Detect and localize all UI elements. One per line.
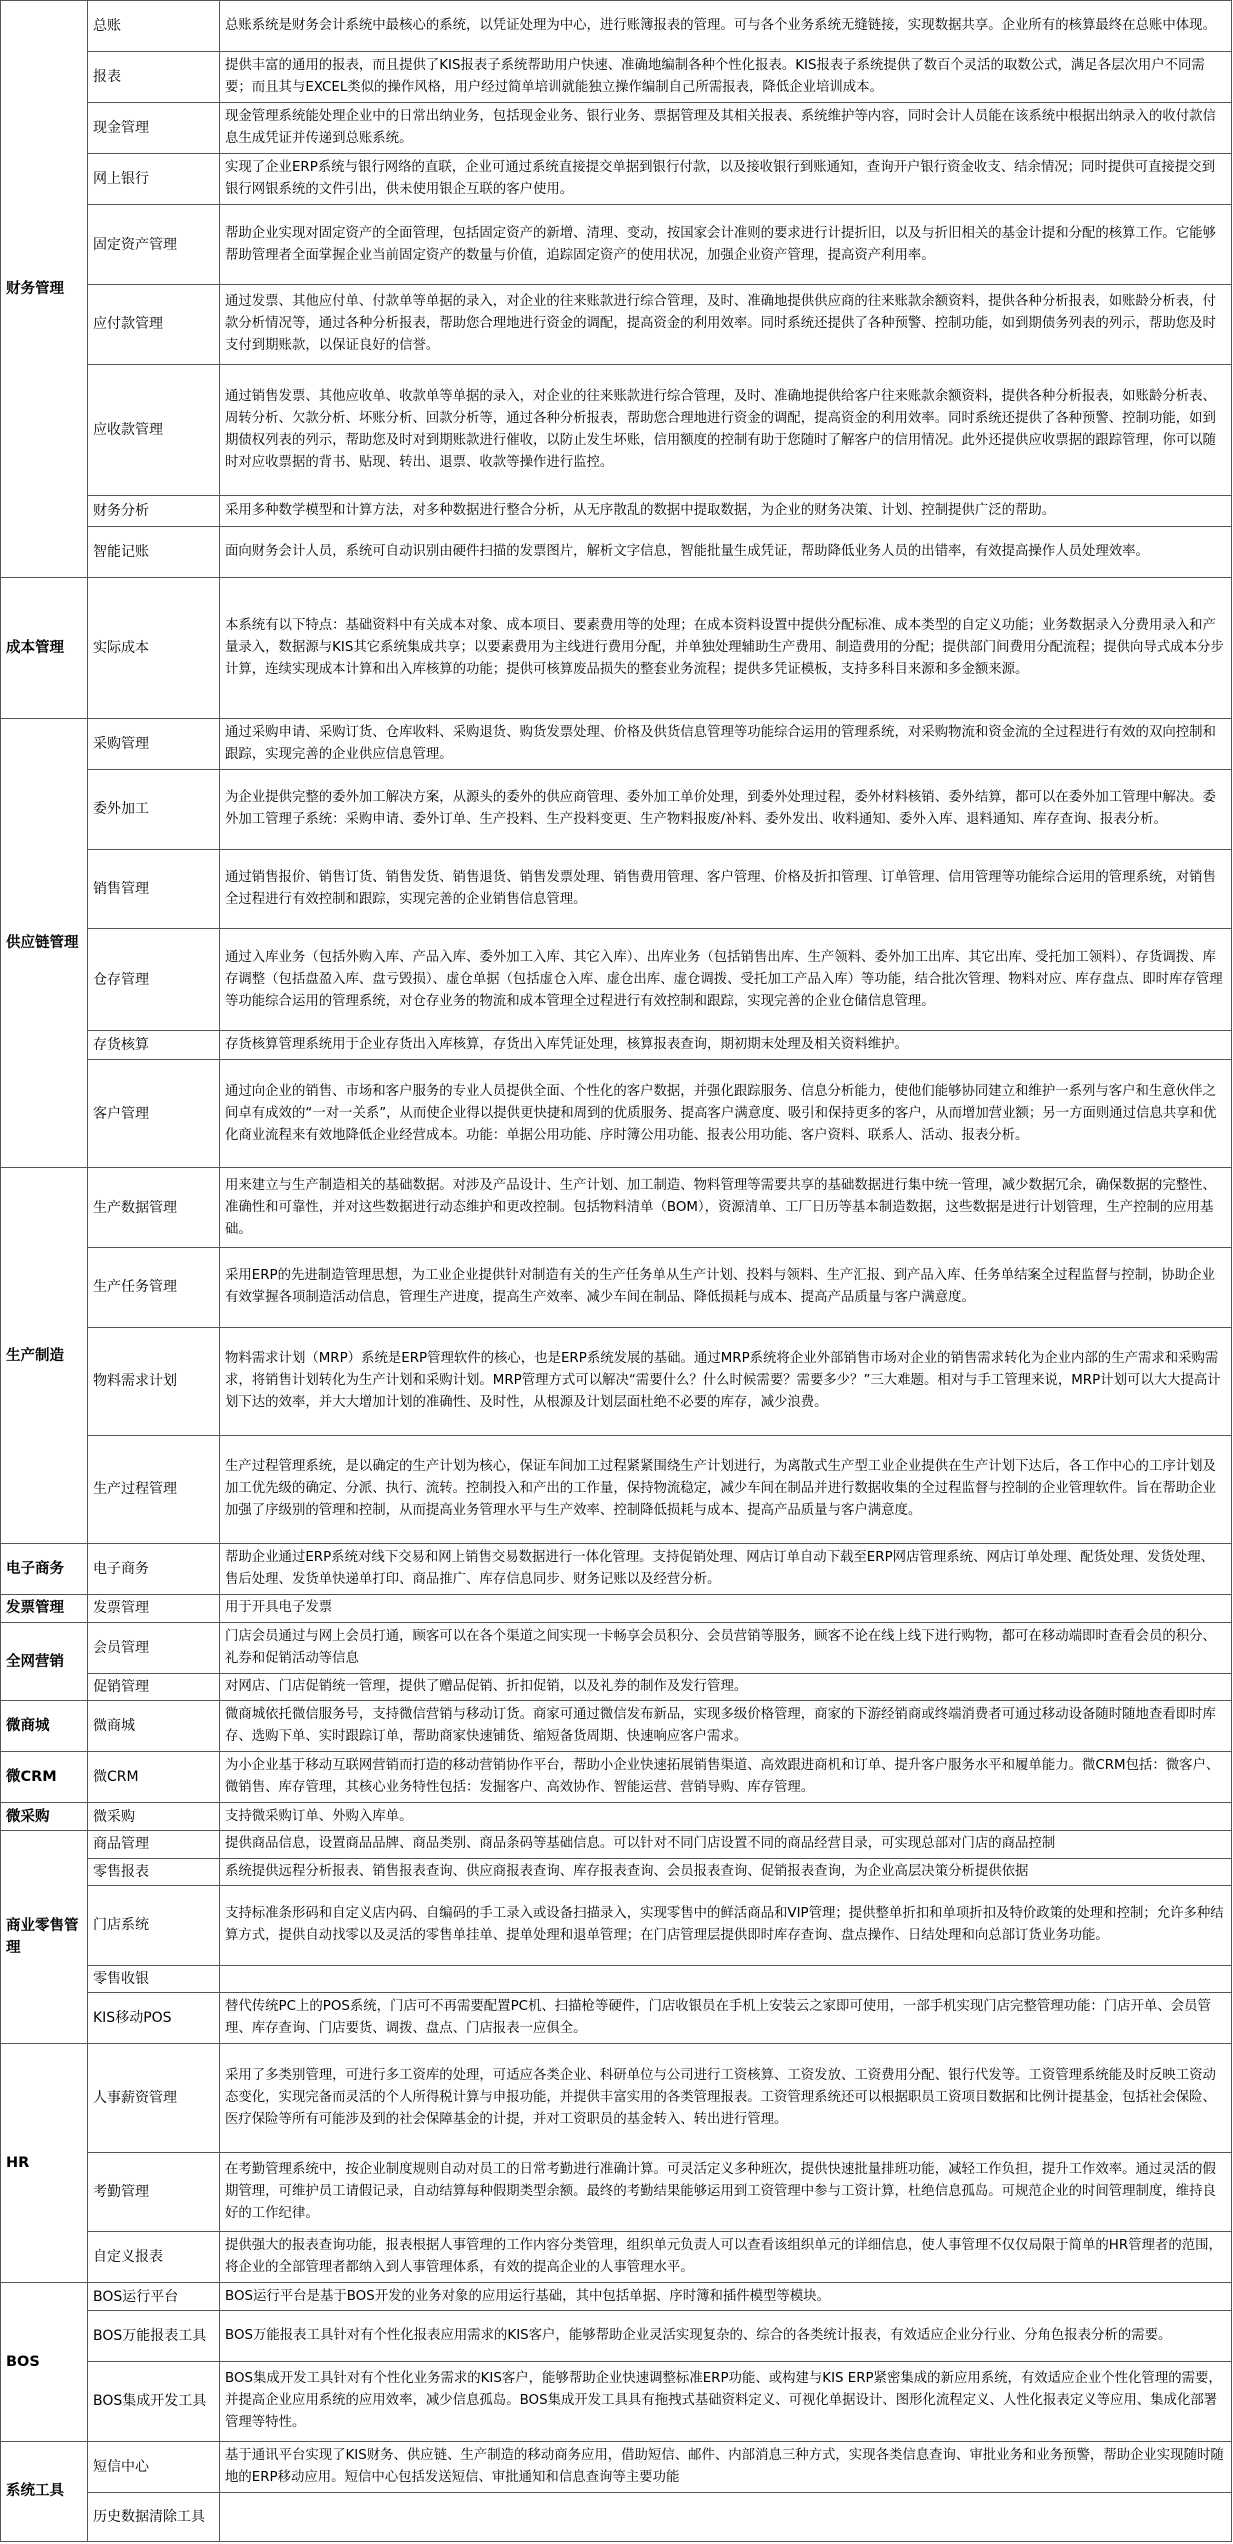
module-cell: 物料需求计划 (88, 1327, 220, 1435)
table-row (1, 496, 1232, 527)
table-row (1, 52, 1232, 103)
table-row (1, 1, 1232, 52)
table-row (1, 1993, 1232, 2044)
module-cell: 生产数据管理 (88, 1168, 220, 1248)
module-cell: 会员管理 (88, 1622, 220, 1673)
module-cell: 微商城 (88, 1701, 220, 1752)
module-cell: 微采购 (88, 1803, 220, 1831)
description-cell: 为小企业基于移动互联网营销而打造的移动营销协作平台，帮助小企业快速拓展销售渠道、高效跟进商机和订单、提升客户服务水平和履单能力。微CRM包括：微客户、微销售、库存管理，其核心业务特性包括：发掘客户、高效协作、智能运营、营销导购、库存管理。 (220, 1752, 1232, 1803)
description-cell: 通过销售发票、其他应收单、收款单等单据的录入，对企业的往来账款进行综合管理，及时、准确地提供给客户往来账款余额资料，提供各种分析报表，如账龄分析表、周转分析、欠款分析、坏账分析、回款分析等，通过各种分析报表，帮助您合理地进行资金的调配，提高资金的利用效率。同时系统还提供了各种预警、控制功能，如到期债权列表的列示，帮助您及时对到期账款进行催收，以防止发生坏账，信用额度的控制有助于您随时了解客户的信用情况。此外还提供应收票据的跟踪管理，你可以随时对应收票据的背书、贴现、转出、退票、收款等操作进行监控。 (220, 364, 1232, 496)
category-cell: HR (1, 2044, 88, 2283)
category-cell: 发票管理 (1, 1595, 88, 1623)
table-row (1, 1886, 1232, 1966)
module-cell: 短信中心 (88, 2441, 220, 2492)
module-cell: 生产任务管理 (88, 1247, 220, 1327)
table-row (1, 1965, 1232, 1993)
module-cell: 零售报表 (88, 1858, 220, 1886)
table-body (1, 1, 1232, 2542)
table-row (1, 718, 1232, 769)
category-cell: BOS (1, 2283, 88, 2441)
table-row (1, 1327, 1232, 1435)
description-cell: 基于通讯平台实现了KIS财务、供应链、生产制造的移动商务应用，借助短信、邮件、内部消息三种方式，实现各类信息查询、审批业务和业务预警，帮助企业实现随时随地的ERP移动应用。短信中心包括发送短信、审批通知和信息查询等主要功能 (220, 2441, 1232, 2492)
category-cell: 商业零售管理 (1, 1831, 88, 2044)
table-row (1, 577, 1232, 718)
table-row (1, 929, 1232, 1031)
description-cell: 帮助企业实现对固定资产的全面管理，包括固定资产的新增、清理、变动，按国家会计准则的要求进行计提折旧，以及与折旧相关的基金计提和分配的核算工作。它能够帮助管理者全面掌握企业当前固定资产的数量与价值，追踪固定资产的使用状况，加强企业资产管理，提高资产利用率。 (220, 205, 1232, 285)
category-cell: 微CRM (1, 1752, 88, 1803)
module-cell: 电子商务 (88, 1544, 220, 1595)
module-cell: 现金管理 (88, 103, 220, 154)
module-cell: 财务分析 (88, 496, 220, 527)
description-cell: 支持微采购订单、外购入库单。 (220, 1803, 1232, 1831)
category-cell: 全网营销 (1, 1622, 88, 1701)
module-cell: 客户管理 (88, 1060, 220, 1168)
module-cell: 零售收银 (88, 1965, 220, 1993)
table-row (1, 526, 1232, 577)
table-row (1, 1060, 1232, 1168)
module-cell: 人事薪资管理 (88, 2044, 220, 2152)
category-cell: 供应链管理 (1, 718, 88, 1167)
description-cell: 提供丰富的通用的报表，而且提供了KIS报表子系统帮助用户快速、准确地编制各种个性化报表。KIS报表子系统提供了数百个灵活的取数公式，满足各层次用户不同需要；而且其与EXCEL类似的操作风格，用户经过简单培训就能独立操作编制自己所需报表，降低企业培训成本。 (220, 52, 1232, 103)
module-cell: 微CRM (88, 1752, 220, 1803)
table-row (1, 1168, 1232, 1248)
description-cell: 总账系统是财务会计系统中最核心的系统，以凭证处理为中心，进行账簿报表的管理。可与各个业务系统无缝链接，实现数据共享。企业所有的核算最终在总账中体现。 (220, 1, 1232, 52)
module-cell: 门店系统 (88, 1886, 220, 1966)
description-cell: BOS运行平台是基于BOS开发的业务对象的应用运行基础，其中包括单据、序时簿和插件模型等模块。 (220, 2283, 1232, 2311)
table-row (1, 1752, 1232, 1803)
description-cell (220, 1965, 1232, 1993)
table-row (1, 1595, 1232, 1623)
category-cell: 系统工具 (1, 2441, 88, 2541)
description-cell: 现金管理系统能处理企业中的日常出纳业务，包括现金业务、银行业务、票据管理及其相关报表、系统维护等内容，同时会计人员能在该系统中根据出纳录入的收付款信息生成凭证并传递到总账系统。 (220, 103, 1232, 154)
module-cell: 生产过程管理 (88, 1435, 220, 1543)
description-cell: BOS集成开发工具针对有个性化业务需求的KIS客户，能够帮助企业快速调整标准ERP功能、或构建与KIS ERP紧密集成的新应用系统，有效适应企业个性化管理的需要，并提高企业应用系统的应用效率，减少信息孤岛。BOS集成开发工具具有拖拽式基础资料定义、可视化单据设计、图形化流程定义、人性化报表定义等应用、集成化部署管理等特性。 (220, 2362, 1232, 2442)
description-cell: 支持标准条形码和自定义店内码、自编码的手工录入或设备扫描录入，实现零售中的鲜活商品和VIP管理；提供整单折扣和单项折扣及特价政策的处理和控制；允许多种结算方式，提供自动找零以及灵活的零售单挂单、提单处理和退单管理；在门店管理层提供即时库存查询、盘点操作、日结处理和向总部订货业务功能。 (220, 1886, 1232, 1966)
table-row (1, 849, 1232, 929)
module-cell: KIS移动POS (88, 1993, 220, 2044)
table-row (1, 1247, 1232, 1327)
module-cell: BOS集成开发工具 (88, 2362, 220, 2442)
description-cell: 提供强大的报表查询功能，报表根据人事管理的工作内容分类管理，组织单元负责人可以查看该组织单元的详细信息，使人事管理不仅仅局限于简单的HR管理者的范围，将企业的全部管理者都纳入到人事管理体系，有效的提高企业的人事管理水平。 (220, 2232, 1232, 2283)
module-cell: 仓存管理 (88, 929, 220, 1031)
module-cell: 商品管理 (88, 1831, 220, 1859)
description-cell: 采用了多类别管理，可进行多工资库的处理，可适应各类企业、科研单位与公司进行工资核算、工资发放、工资费用分配、银行代发等。工资管理系统能及时反映工资动态变化，实现完备而灵活的个人所得税计算与申报功能，并提供丰富实用的各类管理报表。工资管理系统还可以根据职员工资项目数据和比例计提基金，包括社会保险、医疗保险等所有可能涉及到的社会保障基金的计提，并对工资职员的基金转入、转出进行管理。 (220, 2044, 1232, 2152)
module-cell: 委外加工 (88, 769, 220, 849)
table-row (1, 2152, 1232, 2232)
module-cell: 自定义报表 (88, 2232, 220, 2283)
category-cell: 生产制造 (1, 1168, 88, 1544)
description-cell: 通过发票、其他应付单、付款单等单据的录入，对企业的往来账款进行综合管理，及时、准确地提供供应商的往来账款余额资料，提供各种分析报表，如账龄分析表，付款分析情况等，通过各种分析报表，帮助您合理地进行资金的调配，提高资金的利用效率。同时系统还提供了各种预警、控制功能，如到期债务列表的列示，帮助您及时支付到期账款，以保证良好的信誉。 (220, 284, 1232, 364)
description-cell: 提供商品信息，设置商品品牌、商品类别、商品条码等基础信息。可以针对不同门店设置不同的商品经营目录，可实现总部对门店的商品控制 (220, 1831, 1232, 1859)
module-cell: 发票管理 (88, 1595, 220, 1623)
module-cell: 应收款管理 (88, 364, 220, 496)
description-cell: 采用多种数学模型和计算方法，对多种数据进行整合分析，从无序散乱的数据中提取数据，为企业的财务决策、计划、控制提供广泛的帮助。 (220, 496, 1232, 527)
description-cell: BOS万能报表工具针对有个性化报表应用需求的KIS客户，能够帮助企业灵活实现复杂的、综合的各类统计报表，有效适应企业分行业、分角色报表分析的需要。 (220, 2310, 1232, 2361)
module-cell: 应付款管理 (88, 284, 220, 364)
category-cell: 微商城 (1, 1701, 88, 1752)
module-cell: BOS万能报表工具 (88, 2310, 220, 2361)
module-cell: 考勤管理 (88, 2152, 220, 2232)
module-cell: 报表 (88, 52, 220, 103)
table-row (1, 2283, 1232, 2311)
table-row (1, 205, 1232, 285)
description-cell: 物料需求计划（MRP）系统是ERP管理软件的核心，也是ERP系统发展的基础。通过MRP系统将企业外部销售市场对企业的销售需求转化为企业内部的生产需求和采购需求，将销售计划转化为生产计划和采购计划。MRP管理方式可以解决“需要什么？什么时候需要？需要多少？”三大难题。相对与手工管理来说，MRP计划可以大大提高计划下达的效率，并大大增加计划的准确性、及时性，从根源及计划层面杜绝不必要的库存，减少浪费。 (220, 1327, 1232, 1435)
module-cell: BOS运行平台 (88, 2283, 220, 2311)
description-cell: 门店会员通过与网上会员打通，顾客可以在各个渠道之间实现一卡畅享会员积分、会员营销等服务，顾客不论在线上线下进行购物，都可在移动端即时查看会员的积分、礼券和促销活动等信息 (220, 1622, 1232, 1673)
module-cell: 存货核算 (88, 1031, 220, 1060)
table-row (1, 154, 1232, 205)
table-row (1, 1031, 1232, 1060)
module-cell: 采购管理 (88, 718, 220, 769)
category-cell: 微采购 (1, 1803, 88, 1831)
module-cell: 促销管理 (88, 1673, 220, 1701)
description-cell: 通过向企业的销售、市场和客户服务的专业人员提供全面、个性化的客户数据，并强化跟踪服务、信息分析能力，使他们能够协同建立和维护一系列与客户和生意伙伴之间卓有成效的“一对一关系”，从而使企业得以提供更快捷和周到的优质服务、提高客户满意度、吸引和保持更多的客户，从而增加营业额；另一方面则通过信息共享和优化商业流程来有效地降低企业经营成本。功能：单据公用功能、序时簿公用功能、报表公用功能、客户资料、联系人、活动、报表分析。 (220, 1060, 1232, 1168)
description-cell (220, 2492, 1232, 2541)
description-cell: 通过采购申请、采购订货、仓库收料、采购退货、购货发票处理、价格及供货信息管理等功能综合运用的管理系统，对采购物流和资金流的全过程进行有效的双向控制和跟踪，实现完善的企业供应信息管理。 (220, 718, 1232, 769)
table-row (1, 1622, 1232, 1673)
table-row (1, 103, 1232, 154)
table-row (1, 1435, 1232, 1543)
category-cell: 财务管理 (1, 1, 88, 578)
description-cell: 对网店、门店促销统一管理，提供了赠品促销、折扣促销，以及礼券的制作及发行管理。 (220, 1673, 1232, 1701)
description-cell: 为企业提供完整的委外加工解决方案，从源头的委外的供应商管理、委外加工单价处理，到委外处理过程，委外材料核销、委外结算，都可以在委外加工管理中解决。委外加工管理子系统：采购申请、委外订单、生产投料、生产投料变更、生产物料报废/补料、委外发出、收料通知、委外入库、退料通知、库存查询、报表分析。 (220, 769, 1232, 849)
description-cell: 微商城依托微信服务号，支持微信营销与移动订货。商家可通过微信发布新品，实现多级价格管理，商家的下游经销商或终端消费者可通过移动设备随时随地查看即时库存、选购下单、实时跟踪订单，帮助商家快速铺货、缩短备货周期、快速响应客户需求。 (220, 1701, 1232, 1752)
description-cell: 通过销售报价、销售订货、销售发货、销售退货、销售发票处理、销售费用管理、客户管理、价格及折扣管理、订单管理、信用管理等功能综合运用的管理系统，对销售全过程进行有效控制和跟踪，实现完善的企业销售信息管理。 (220, 849, 1232, 929)
module-cell: 总账 (88, 1, 220, 52)
description-cell: 实现了企业ERP系统与银行网络的直联，企业可通过系统直接提交单据到银行付款，以及接收银行到账通知，查询开户银行资金收支、结余情况；同时提供可直接提交到银行网银系统的文件引出，供未使用银企互联的客户使用。 (220, 154, 1232, 205)
description-cell: 采用ERP的先进制造管理思想，为工业企业提供针对制造有关的生产任务单从生产计划、投料与领料、生产汇报、到产品入库、任务单结案全过程监督与控制，协助企业有效掌握各项制造活动信息，管理生产进度，提高生产效率、减少车间在制品、降低损耗与成本、提高产品质量与客户满意度。 (220, 1247, 1232, 1327)
table-row (1, 769, 1232, 849)
table-row (1, 284, 1232, 364)
description-cell: 系统提供远程分析报表、销售报表查询、供应商报表查询、库存报表查询、会员报表查询、促销报表查询，为企业高层决策分析提供依据 (220, 1858, 1232, 1886)
description-cell: 帮助企业通过ERP系统对线下交易和网上销售交易数据进行一体化管理。支持促销处理、网店订单自动下载至ERP网店管理系统、网店订单处理、配货处理、发货处理、售后处理、发货单快递单打印、商品推广、库存信息同步、财务记账以及经营分析。 (220, 1544, 1232, 1595)
table-row (1, 1858, 1232, 1886)
category-cell: 电子商务 (1, 1544, 88, 1595)
table-row (1, 1673, 1232, 1701)
description-cell: 在考勤管理系统中，按企业制度规则自动对员工的日常考勤进行准确计算。可灵活定义多种班次，提供快速批量排班功能，减轻工作负担，提升工作效率。通过灵活的假期管理，可维护员工请假记录，自动结算每种假期类型余额。最终的考勤结果能够运用到工资管理中参与工资计算，杜绝信息孤岛。可规范企业的时间管理制度，维持良好的工作纪律。 (220, 2152, 1232, 2232)
table-row (1, 364, 1232, 496)
description-cell: 替代传统PC上的POS系统，门店可不再需要配置PC机、扫描枪等硬件，门店收银员在手机上安装云之家即可使用，一部手机实现门店完整管理功能：门店开单、会员管理、库存查询、门店要货、调拨、盘点、门店报表一应俱全。 (220, 1993, 1232, 2044)
module-cell: 网上银行 (88, 154, 220, 205)
description-cell: 生产过程管理系统，是以确定的生产计划为核心，保证车间加工过程紧紧围绕生产计划进行，为离散式生产型工业企业提供在生产计划下达后，各工作中心的工序计划及加工优先级的确定、分派、执行、流转。控制投入和产出的工作量，保持物流稳定，减少车间在制品并进行数据收集的全过程监督与控制的企业管理软件。旨在帮助企业加强了序级别的管理和控制，从而提高业务管理水平与生产效率、控制降低损耗与成本、提高产品质量与客户满意度。 (220, 1435, 1232, 1543)
table-row (1, 2492, 1232, 2541)
table-row (1, 2232, 1232, 2283)
module-cell: 智能记账 (88, 526, 220, 577)
table-row (1, 1701, 1232, 1752)
description-cell: 用来建立与生产制造相关的基础数据。对涉及产品设计、生产计划、加工制造、物料管理等需要共享的基础数据进行集中统一管理，减少数据冗余，确保数据的完整性、准确性和可靠性，并对这些数据进行动态维护和更改控制。包括物料清单（BOM），资源清单、工厂日历等基本制造数据，这些数据是进行计划管理，生产控制的应用基础。 (220, 1168, 1232, 1248)
description-cell: 通过入库业务（包括外购入库、产品入库、委外加工入库、其它入库）、出库业务（包括销售出库、生产领料、委外加工出库、其它出库、受托加工领料）、存货调拨、库存调整（包括盘盈入库、盘亏毁损）、虚仓单据（包括虚仓入库、虚仓出库、虚仓调拨、受托加工产品入库）等功能，结合批次管理、物料对应、库存盘点、即时库存管理等功能综合运用的管理系统，对仓存业务的物流和成本管理全过程进行有效控制和跟踪，实现完善的企业仓储信息管理。 (220, 929, 1232, 1031)
module-cell: 固定资产管理 (88, 205, 220, 285)
table-row (1, 1831, 1232, 1859)
description-cell: 面向财务会计人员，系统可自动识别由硬件扫描的发票图片，解析文字信息，智能批量生成凭证，帮助降低业务人员的出错率，有效提高操作人员处理效率。 (220, 526, 1232, 577)
module-cell: 销售管理 (88, 849, 220, 929)
module-cell: 实际成本 (88, 577, 220, 718)
table-row (1, 2310, 1232, 2361)
module-cell: 历史数据清除工具 (88, 2492, 220, 2541)
table-row (1, 2441, 1232, 2492)
category-cell: 成本管理 (1, 577, 88, 718)
table-row (1, 2362, 1232, 2442)
description-cell: 用于开具电子发票 (220, 1595, 1232, 1623)
description-cell: 存货核算管理系统用于企业存货出入库核算，存货出入库凭证处理，核算报表查询，期初期末处理及相关资料维护。 (220, 1031, 1232, 1060)
table-row (1, 2044, 1232, 2152)
table-row (1, 1544, 1232, 1595)
description-cell: 本系统有以下特点：基础资料中有关成本对象、成本项目、要素费用等的处理；在成本资料设置中提供分配标准、成本类型的自定义功能；业务数据录入分费用录入和产量录入，数据源与KIS其它系统集成共享；以要素费用为主线进行费用分配，并单独处理辅助生产费用、制造费用的分配；提供部门间费用分配流程；提供向导式成本分步计算，连续实现成本计算和出入库核算的功能；提供可核算废品损失的整套业务流程；提供多凭证模板，支持多科目来源和多金额来源。 (220, 577, 1232, 718)
table-row (1, 1803, 1232, 1831)
